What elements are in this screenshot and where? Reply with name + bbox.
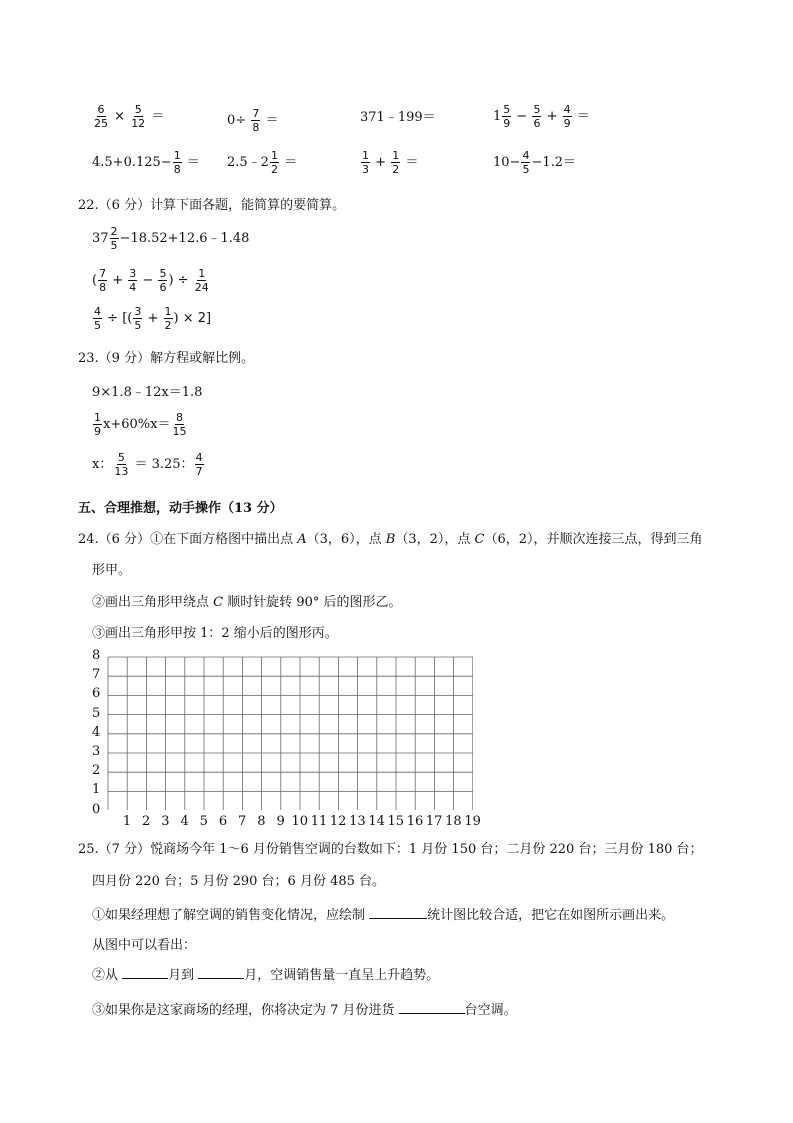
fraction: $\frac{1}{9}$ xyxy=(94,411,101,438)
fraction: $\frac{1}{8}$ xyxy=(173,149,181,176)
grid-x-label: 9 xyxy=(276,814,285,829)
calc-r1-c: 371﹣199＝ xyxy=(360,110,436,125)
q24-line-1: 24.（6 分）①在下面方格图中描出点 A（3，6），点 B（3，2），点 C（6，2），并顺次连接三点，得到三角 xyxy=(78,532,703,547)
q24-line-4: ③画出三角形甲按 1：2 缩小后的图形丙。 xyxy=(92,626,338,641)
grid-x-label: 1 xyxy=(122,814,132,829)
grid-x-label: 7 xyxy=(238,814,247,829)
fraction: $\frac{1}{2}$ xyxy=(164,305,172,332)
fraction: $\frac{5}{13}$ xyxy=(114,451,129,478)
grid-x-label: 10 xyxy=(291,814,309,829)
fraction: $\frac{3}{5}$ xyxy=(134,305,142,332)
answer-blank[interactable] xyxy=(122,966,168,979)
calc-r1-b: 0÷ $\frac{7}{8}$ ＝ xyxy=(227,107,279,134)
fraction: $\frac{6}{25}$ xyxy=(94,103,108,130)
grid-y-label: 2 xyxy=(92,763,101,779)
calc-r2-c: $\frac{1}{3}$ + $\frac{1}{2}$ ＝ xyxy=(362,149,419,176)
grid-y-label: 5 xyxy=(92,705,101,721)
fraction: $\frac{4}{7}$ xyxy=(195,451,203,478)
fraction: $\frac{2}{5}$ xyxy=(110,225,118,252)
q25-line-1: 25.（7 分）悦商场今年 1～6 月份销售空调的台数如下：1 月份 150 台；二月份 220 台；三月份 180 台； xyxy=(78,842,703,857)
fraction: $\frac{4}{5}$ xyxy=(94,305,101,332)
coordinate-grid[interactable] xyxy=(107,656,473,810)
grid-x-label: 15 xyxy=(387,814,405,829)
answer-blank[interactable] xyxy=(369,906,427,919)
fraction: $\frac{1}{3}$ xyxy=(362,149,369,176)
grid-x-label: 13 xyxy=(349,814,366,829)
q25-line-5: ②从 月到 月，空调销售量一直呈上升趋势。 xyxy=(92,968,440,983)
q22-expr-2: ( $\frac{7}{8}$ + $\frac{3}{4}$ − $\frac{5}{6}$ ) ÷ $\frac{1}{24}$ xyxy=(92,267,209,294)
q24-line-3: ②画出三角形甲绕点 C 顺时针旋转 90° 后的图形乙。 xyxy=(92,595,402,610)
grid-y-label: 6 xyxy=(92,686,101,702)
fraction: $\frac{5}{12}$ xyxy=(131,103,146,130)
grid-x-label: 5 xyxy=(199,814,208,829)
calc-r1-a: $\frac{6}{25}$ × $\frac{5}{12}$ ＝ xyxy=(94,103,165,130)
q23-eq-3: x： $\frac{5}{13}$ ＝ 3.25： $\frac{4}{7}$ xyxy=(92,451,203,478)
grid-x-label: 18 xyxy=(445,814,462,829)
q22-expr-1: 37 $\frac{2}{5}$ −18.52+12.6﹣1.48 xyxy=(92,225,250,252)
q23-title: 23.（9 分）解方程或解比例。 xyxy=(78,351,255,366)
q25-line-4: 从图中可以看出： xyxy=(92,938,197,953)
fraction: $\frac{4}{9}$ xyxy=(563,103,571,130)
section-title: 五、合理推想，动手操作（13 分） xyxy=(78,501,283,516)
calc-r2-d: 10− $\frac{4}{5}$ −1.2＝ xyxy=(493,149,577,176)
grid-y-label: 4 xyxy=(92,724,101,740)
fraction: $\frac{1}{2}$ xyxy=(270,149,278,176)
grid-y-label: 7 xyxy=(92,667,101,683)
fraction: $\frac{1}{24}$ xyxy=(194,267,209,294)
fraction: $\frac{7}{8}$ xyxy=(99,267,107,294)
fraction: $\frac{7}{8}$ xyxy=(252,107,260,134)
q24-line-2: 形甲。 xyxy=(92,563,132,578)
grid-x-label: 12 xyxy=(329,814,347,829)
q22-expr-3: $\frac{4}{5}$ ÷ [( $\frac{3}{5}$ + $\frac{1}{2}$ ) × 2] xyxy=(94,305,212,332)
grid-y-label: 3 xyxy=(92,744,101,759)
grid-x-label: 14 xyxy=(368,814,385,829)
grid-y-label: 1 xyxy=(92,782,101,798)
q25-line-6: ③如果你是这家商场的经理，你将决定为 7 月份进货 台空调。 xyxy=(92,1003,517,1018)
grid-x-label: 2 xyxy=(142,814,151,829)
q25-line-3: ①如果经理想了解空调的销售变化情况，应绘制 统计图比较合适，把它在如图所示画出来。 xyxy=(92,908,675,923)
grid-x-label: 17 xyxy=(425,814,443,829)
grid-y-label: 0 xyxy=(92,801,101,817)
q23-eq-2: $\frac{1}{9}$ x+60%x＝ $\frac{8}{15}$ xyxy=(94,411,187,438)
grid-x-label: 6 xyxy=(218,814,228,829)
answer-blank[interactable] xyxy=(198,966,244,979)
calc-r2-a: 4.5+0.125− $\frac{1}{8}$ ＝ xyxy=(92,149,200,176)
grid-x-label: 11 xyxy=(310,814,328,829)
fraction: $\frac{8}{15}$ xyxy=(172,411,187,438)
q25-line-2: 四月份 220 台；5 月份 290 台；6 月份 485 台。 xyxy=(92,874,386,889)
fraction: $\frac{5}{6}$ xyxy=(159,267,167,294)
q22-title: 22.（6 分）计算下面各题，能简算的要简算。 xyxy=(78,198,346,213)
grid-x-label: 8 xyxy=(257,814,266,829)
grid-x-label: 19 xyxy=(464,814,481,829)
fraction: $\frac{5}{9}$ xyxy=(503,103,511,130)
fraction: $\frac{5}{6}$ xyxy=(533,103,541,130)
grid-y-label: 8 xyxy=(92,648,101,663)
fraction: $\frac{4}{5}$ xyxy=(522,149,530,176)
fraction: $\frac{1}{2}$ xyxy=(392,149,400,176)
answer-blank[interactable] xyxy=(399,1001,465,1014)
q23-eq-1: 9×1.8﹣12x＝1.8 xyxy=(92,385,203,400)
grid-x-label: 16 xyxy=(406,814,424,829)
grid-x-label: 3 xyxy=(161,814,170,829)
calc-r2-b: 2.5﹣2 $\frac{1}{2}$ ＝ xyxy=(227,149,298,176)
fraction: $\frac{3}{4}$ xyxy=(129,267,137,294)
grid-x-label: 4 xyxy=(180,814,189,829)
calc-r1-d: 1 $\frac{5}{9}$ − $\frac{5}{6}$ + $\frac{4}{9}$ ＝ xyxy=(493,103,590,130)
